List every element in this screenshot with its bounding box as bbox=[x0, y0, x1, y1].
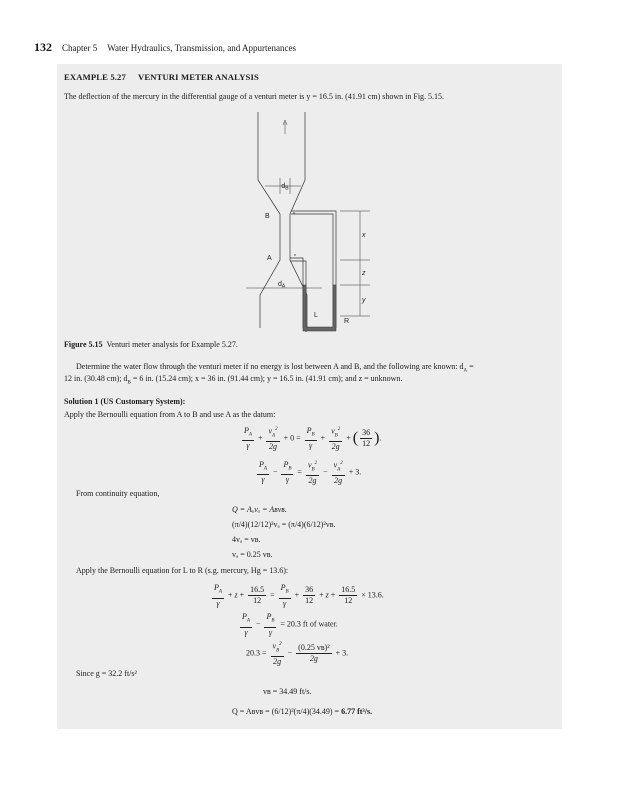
chapter-label: Chapter 5 bbox=[62, 43, 98, 53]
solution-heading: Solution 1 (US Customary System): bbox=[64, 397, 186, 406]
mercury-column bbox=[303, 285, 336, 331]
figure-caption-label: Figure 5.15 bbox=[64, 340, 103, 349]
continuity-eq3: 4vₐ = vʙ. bbox=[232, 535, 261, 544]
continuity-label: From continuity equation, bbox=[76, 489, 160, 498]
page-header bbox=[34, 40, 296, 55]
continuity-eq2: (π/4)(12/12)²vₐ = (π/4)(6/12)²vʙ. bbox=[232, 520, 336, 529]
since-g-label: Since g = 32.2 ft/s² bbox=[76, 669, 137, 678]
continuity-eq1: Q = Aₐvₐ = Aʙvʙ. bbox=[232, 505, 287, 514]
problem-line2: 12 in. (30.48 cm); $d_B = 6$ in. (15.24 cm); x = 36 in. (91.44 cm); y = 16.5 in. (41.91 cm); and z = unknown. bbox=[64, 374, 403, 386]
venturi-figure bbox=[210, 110, 390, 332]
example-intro: The deflection of the mercury in the differential gauge of a venturi meter is y = 16.5 in. (41.91 cm) shown in Fig. 5.15. bbox=[64, 92, 445, 101]
continuity-eq4: vₐ = 0.25 vʙ. bbox=[232, 550, 273, 559]
figure-caption-text: Venturi meter analysis for Example 5.27. bbox=[106, 340, 238, 349]
equation-substitution: 20.3 = $\frac{v_B^2}{2g}$ − $\frac{\text{(0.25 vʙ)²}}{2g}$ + 3. bbox=[246, 641, 349, 667]
q-result: Q = Aʙvʙ = (6/12)²(π/4)(34.49) = 6.77 ft³/s. bbox=[232, 707, 373, 716]
label-dB: $d_B$ bbox=[281, 183, 289, 192]
chapter-title: Water Hydraulics, Transmission, and Appurtenances bbox=[107, 43, 296, 53]
example-title bbox=[64, 72, 259, 82]
problem-line1: Determine the water flow through the venturi meter if no energy is lost between A and B, and the following are known: $d_A$ = bbox=[76, 362, 474, 374]
example-heading: VENTURI METER ANALYSIS bbox=[137, 72, 259, 82]
label-R: R bbox=[344, 318, 350, 325]
venturi-left-wall bbox=[258, 112, 280, 328]
figure-caption bbox=[64, 339, 238, 351]
vb-result: vʙ = 34.49 ft/s. bbox=[263, 687, 312, 696]
page-number: 132 bbox=[34, 40, 52, 54]
label-y: y bbox=[362, 297, 366, 304]
label-x: x bbox=[362, 232, 366, 239]
label-z: z bbox=[362, 270, 366, 277]
label-L: L bbox=[314, 312, 318, 319]
solution-line1: Apply the Bernoulli equation from A to B and use A as the datum: bbox=[64, 410, 276, 419]
example-number: EXAMPLE 5.27 bbox=[64, 72, 126, 82]
label-A: A bbox=[267, 255, 272, 262]
label-B: B bbox=[265, 213, 270, 220]
equation-diff-result: $\frac{P_A}{\gamma}$ − $\frac{P_B}{\gamma}$ = 20.3 ft of water. bbox=[242, 612, 338, 637]
equation-pressure-diff: $\frac{P_A}{\gamma}$ − $\frac{P_B}{\gamma}$ = $\frac{v_B^2}{2g}$ − $\frac{v_A^2}{2g}$ + 3. bbox=[259, 459, 362, 486]
bernoulli-LR-label: Apply the Bernoulli equation for L to R (s.g. mercury, Hg = 13.6): bbox=[76, 566, 289, 575]
equation-bernoulli-AB: $\frac{P_A}{\gamma}$ + $\frac{v_A^2}{2g}$ + 0 = $\frac{P_B}{\gamma}$ + $\frac{v_B^2}{2g}$ + ( $\frac{36}{12}$ ). bbox=[244, 425, 382, 452]
q-value: 6.77 ft³/s. bbox=[341, 707, 373, 716]
equation-bernoulli-LR: $\frac{P_A}{\gamma}$ + z + $\frac{16.5}{12}$ = $\frac{P_B}{\gamma}$ + $\frac{36}{12}$ + z + $\frac{16.5}{12}$ × 13.6. bbox=[214, 583, 384, 608]
label-dA: $d_A$ bbox=[278, 281, 286, 290]
